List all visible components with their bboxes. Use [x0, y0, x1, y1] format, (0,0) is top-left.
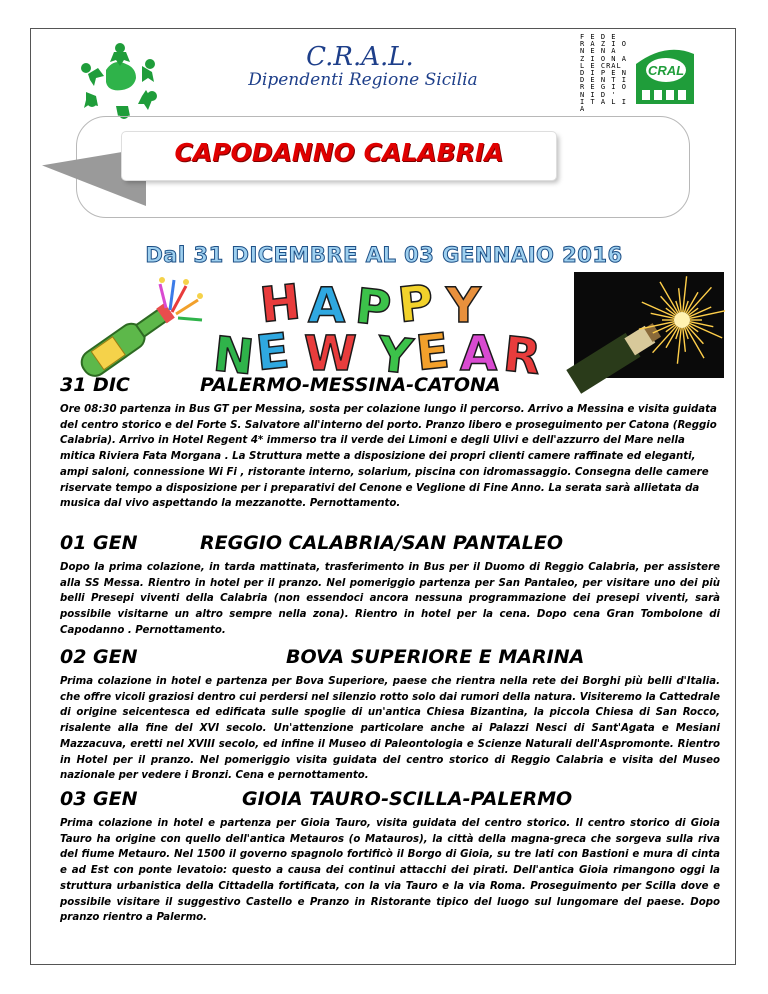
greeting-letter: E: [253, 322, 292, 382]
org-name: C.R.A.L.: [306, 42, 414, 72]
date-range: Dal 31 DICEMBRE AL 03 GENNAIO 2016: [145, 243, 623, 267]
day-date: 31 DIC: [60, 374, 130, 396]
greeting-letter: Y: [374, 326, 416, 386]
greeting-letter: N: [210, 326, 257, 387]
itinerary-day-2: [60, 532, 720, 639]
grid-logo-row: F E D E: [580, 33, 617, 41]
day-route: GIOIA TAURO-SCILLA-PALERMO: [242, 788, 573, 810]
grid-logo-row: I T A L I A: [580, 97, 627, 114]
greeting-letter: H: [257, 274, 304, 334]
greeting-letter: W: [304, 326, 357, 382]
cral-sicilia-logo: [76, 40, 164, 122]
grid-logo-row: D E N T I: [580, 76, 627, 85]
greeting-letter: Y: [446, 278, 481, 334]
grid-logo-row: L E CRAL: [580, 61, 622, 70]
day-date: 03 GEN: [60, 788, 138, 810]
itinerary-day-1: [60, 374, 720, 512]
federazione-grid-logo: [580, 33, 634, 114]
greeting-letter: E: [413, 322, 452, 382]
greeting-letter: R: [500, 326, 544, 386]
day-route: BOVA SUPERIORE E MARINA: [286, 646, 585, 668]
greeting-letter: P: [395, 274, 437, 334]
day-description: Prima colazione in hotel e partenza per Bova Superiore, paese che rientra nella rete dei Borghi più belli d'Italia. che offre vicoli graziosi dentro cui perdersi nel silenzio rotto solo dai rumori della natura. Visiteremo la Cattedrale di origine seicentesca ed edificata sulle spoglie di un'antica Chiesa Bizantina, la piccola Chiesa di San Rocco, risalente alla fine del XVI secolo. Un'attenzione particolare anche ai Palazzi Nesci di Sant'Agata e Mesiani Mazzacuva, eretti nel XVIII secolo, ed infine il Museo di Paleontologia e Scienze Naturali dell'Aspromonte. Rientro in Hotel per il pranzo. Nel pomeriggio visita guidata del centro storico di Reggio Calabria e visita del Museo nazionale per vedere i Bronzi. Cena e pernottamento.: [60, 676, 720, 782]
cral-logo-text: CRAL: [647, 63, 685, 78]
day-date: 01 GEN: [60, 532, 138, 554]
itinerary-day-4: [60, 788, 720, 926]
grid-logo-row: R A Z I O: [580, 40, 627, 49]
grid-logo-row: D I P E N: [580, 69, 627, 78]
greeting-letter: A: [308, 278, 346, 334]
day-date: 02 GEN: [60, 646, 138, 668]
champagne-bottle-icon: [66, 272, 206, 368]
org-subtitle: Dipendenti Regione Sicilia: [248, 70, 478, 90]
greeting-letter: A: [460, 326, 498, 382]
grid-logo-row: N E N A: [580, 47, 617, 56]
greeting-letter: P: [352, 278, 394, 338]
day-description: Prima colazione in hotel e partenza per Gioia Tauro, visita guidata del centro storico. Il centro storico di Gioia Tauro ha origine con quello dell'antica Metauros (o Matauros), la città della magna-greca che sorgeva sulla riva del fiume Metauro. Nel 1500 il governo spagnolo fortificò il Borgo di Gioia, su tre lati con Bastioni e mura di cinta e ad Est con ponte levatoio: questo a causa dei continui attacchi dei pirati. Dell'antica Gioia rimangono oggi la struttura urbanistica della Cittadella fortificata, con la via Tauro e la via Roma. Proseguimento per Scilla dove e possibile visitare il suggestivo Castello e Pranzo in Ristorante tipico del luogo sul lungomare del paese. Dopo pranzo rientro a Palermo.: [60, 818, 720, 924]
day-route: PALERMO-MESSINA-CATONA: [200, 374, 501, 396]
page-title: CAPODANNO CALABRIA: [174, 138, 504, 167]
cral-italia-logo: [636, 34, 694, 104]
itinerary-day-3: [60, 646, 720, 784]
day-route: REGGIO CALABRIA/SAN PANTALEO: [200, 532, 564, 554]
day-description: Ore 08:30 partenza in Bus GT per Messina, sosta per colazione lungo il percorso. Arrivo a Messina e visita guidata del centro storico e del Forte S. Salvatore all'interno del porto. Pranzo libero e proseguimento per Catona (Reggio Calabria). Arrivo in Hotel Regent 4* immerso tra il verde dei Limoni e degli Ulivi e dell'azzurro del Mare nella mitica Riviera Fata Morgana . La Struttura mette a disposizione dei propri clienti camere raffinate ed eleganti, ampi saloni, connessione Wi Fi , ristorante interno, solarium, piscina con idromassaggio. Consegna delle camere riservate tempo a disposizione per i preparativi del Cenone e Veglione di Fine Anno. La serata sarà allietata da musica dal vivo aspettando la mezzanotte. Pernottamento.: [60, 404, 717, 510]
day-description: Dopo la prima colazione, in tarda mattinata, trasferimento in Bus per il Duomo di Reggio Calabria, per assistere alla SS Messa. Rientro in hotel per il pranzo. Nel pomeriggio partenza per San Pantaleo, per visitare uno dei più belli Presepi viventi della Calabria (non essendoci ancora nessuna programmazione dei presepi viventi, sarà possibile visitarne un altro sempre nella zona). Rientro in hotel per la cena. Dopo cena Gran Tombolone di Capodanno . Pernottamento.: [60, 562, 720, 636]
grid-logo-row: Z I O N A: [580, 54, 627, 63]
grid-logo-row: R E G I O: [580, 83, 627, 92]
champagne-sparkler-photo: [574, 272, 724, 378]
grid-logo-row: N I D ': [580, 90, 617, 99]
